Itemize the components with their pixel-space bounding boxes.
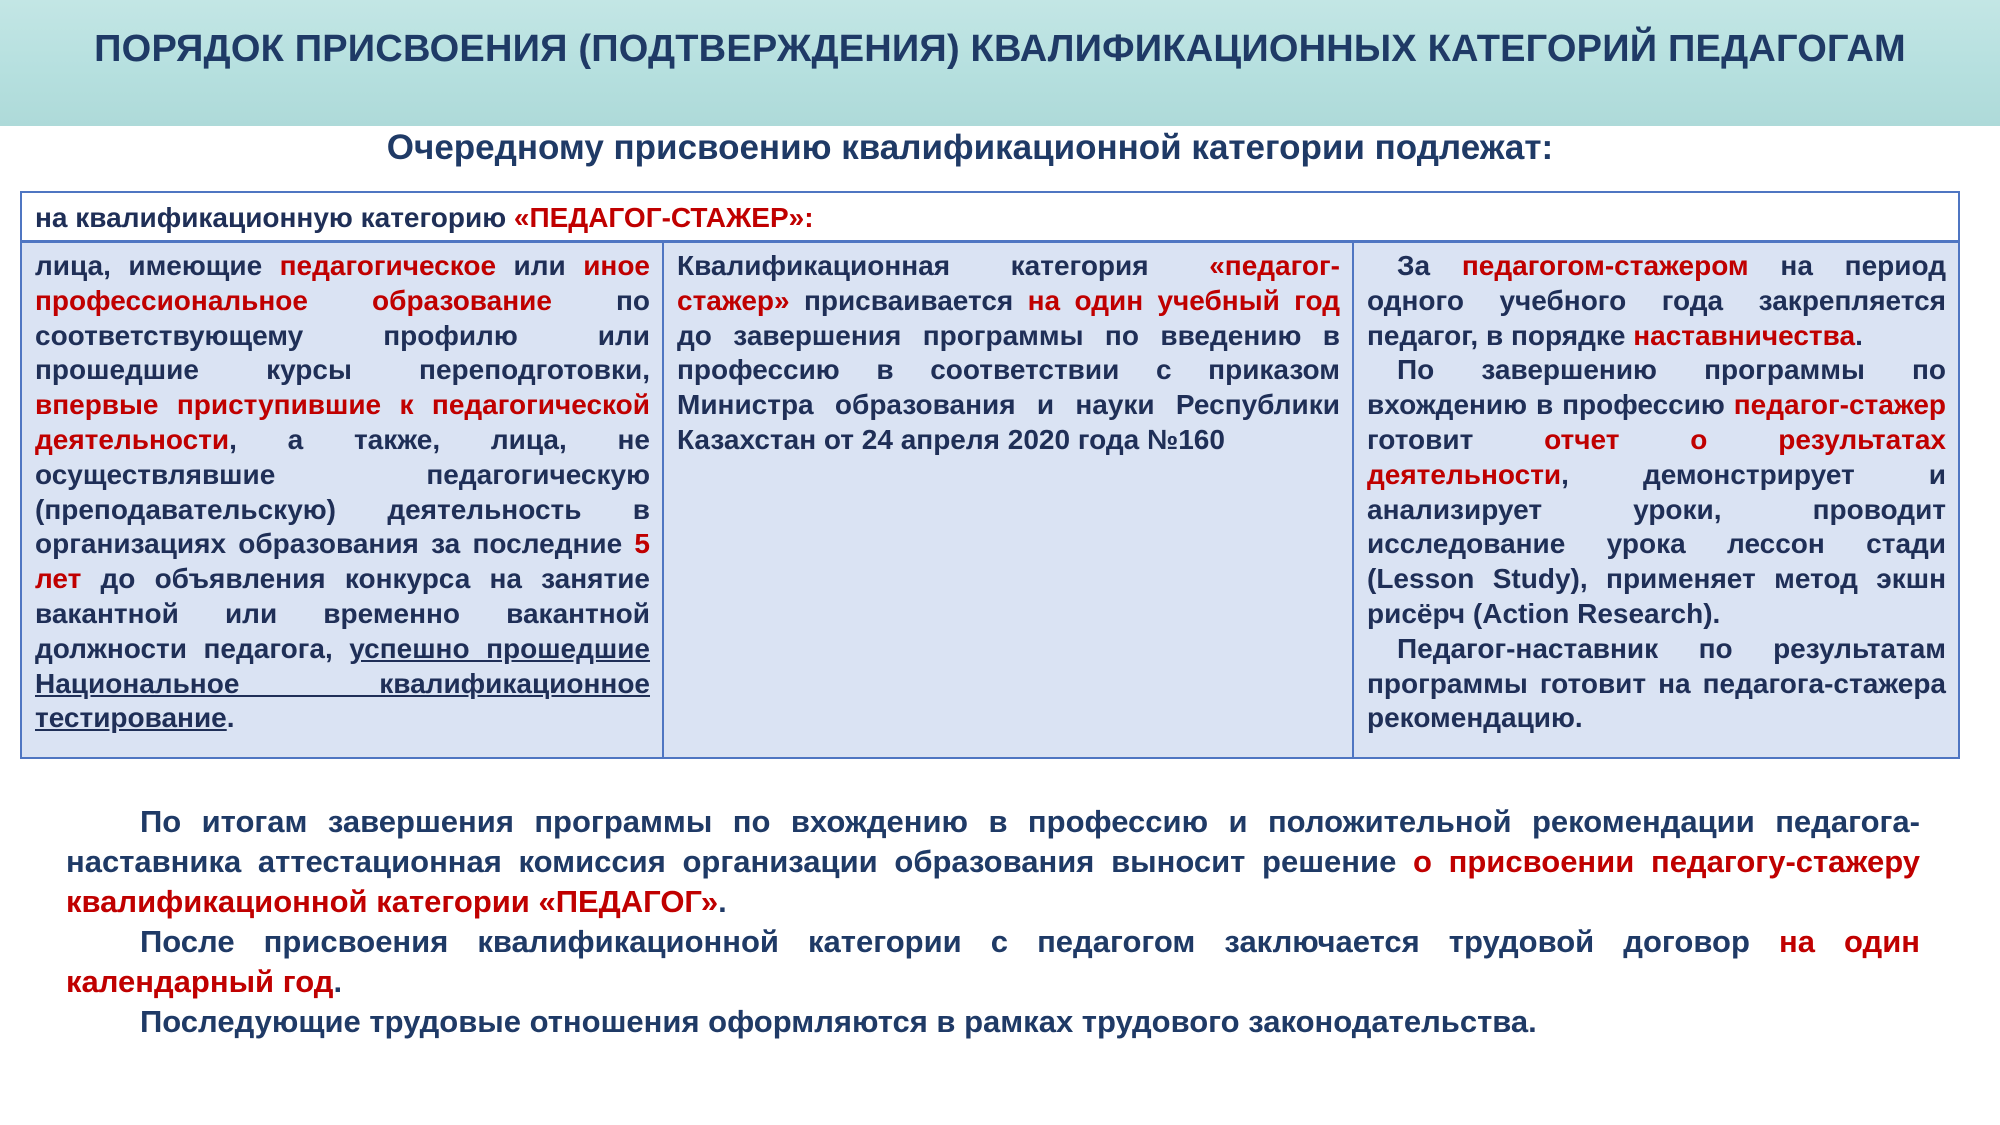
text-fragment: или [496,250,584,281]
highlight-fragment: отчет о результатах деятельности [1367,423,1946,490]
criteria-table [20,191,1960,759]
title-banner [0,0,2000,126]
highlight-fragment: наставничества [1633,319,1856,351]
table-cell-assignment [664,243,1354,757]
text-fragment: . [226,702,235,734]
text-fragment: на период одного учебного года закрепляется педагог, в порядке [1367,250,1946,351]
highlight-fragment: на один календарный год [66,924,1920,999]
text-fragment: , а также, лица, не осуществлявшие педагогическую (преподавательскую) деятельность в организациях образования за последние [35,423,650,560]
summary-paragraph-2 [66,922,1920,1002]
summary-paragraph-1 [66,802,1920,922]
mentoring-paragraph-2 [1367,353,1946,631]
highlight-fragment: «педагог-стажер» [677,250,1340,316]
text-fragment: присваивается [789,284,1028,316]
table-header-prefix: на квалификационную категорию [35,202,514,233]
highlight-fragment: иное профессиональное образование [35,250,650,316]
eligibility-text [35,249,650,736]
table-header-row [22,193,1958,243]
text-fragment: . [333,964,343,999]
highlight-fragment: впервые приступившие к педагогической деятельности [35,389,650,455]
text-fragment: По итогам завершения программы по вхождению в профессию и положительной рекомендации педагога-наставника аттестационная комиссия организации образования выносит решение [66,804,1920,879]
text-fragment: готовит [1367,423,1545,455]
text-fragment: . [718,884,727,919]
text-fragment: . [1855,319,1863,351]
highlight-fragment: педагог-стажер [1733,389,1946,421]
mentoring-paragraph-1 [1367,249,1946,353]
text-fragment: После присвоения квалификационной категории с педагогом заключается трудовой договор [140,924,1779,959]
page-title: ПОРЯДОК ПРИСВОЕНИЯ (ПОДТВЕРЖДЕНИЯ) КВАЛИФИКАЦИОННЫХ КАТЕГОРИЙ ПЕДАГОГАМ [94,28,1906,70]
highlight-fragment: о присвоении педагогу-стажеру квалификационной категории «ПЕДАГОГ» [66,844,1921,919]
text-fragment: лица, имеющие [35,250,280,281]
underlined-fragment: успешно прошедшие Национальное квалификационное тестирование [35,632,651,734]
section-subtitle: Очередному присвоению квалификационной категории подлежат: [386,128,1554,167]
text-fragment: По завершению программы по вхождению в профессию [1367,354,1946,421]
text-fragment: до завершения программы по введению в профессию в соответствии с приказом Министра образования и науки Республики Казахстан от 24 апреля 2020 года №160 [677,319,1340,455]
text-fragment: За [1397,250,1462,281]
summary-text [66,802,1920,1042]
highlight-fragment: педагогом-стажером [1461,250,1749,281]
text-fragment: Квалификационная категория [677,250,1210,281]
text-fragment: до объявления конкурса на занятие вакантной или временно вакантной должности педагога, [35,563,650,664]
highlight-fragment: на один учебный год [1027,284,1340,316]
assignment-text [677,249,1340,458]
text-fragment: по соответствующему профилю или прошедшие курсы переподготовки, [35,284,651,386]
highlight-fragment: педагогическое [279,250,497,281]
mentoring-paragraph-3: Педагог-наставник по результатам программы готовит на педагога-стажера рекомендацию. [1367,632,1946,734]
summary-paragraph-3: Последующие трудовые отношения оформляются в рамках трудового законодательства. [140,1004,1537,1039]
highlight-fragment: 5 лет [35,528,650,595]
category-name: «ПЕДАГОГ-СТАЖЕР»: [513,202,814,233]
table-cell-eligibility [22,243,664,757]
table-cell-mentoring [1354,243,1958,757]
text-fragment: , демонстрирует и анализирует уроки, проводит исследование урока лессон стади (Lesson Study), применяет метод экшн рисёрч (Action Research). [1367,458,1946,629]
